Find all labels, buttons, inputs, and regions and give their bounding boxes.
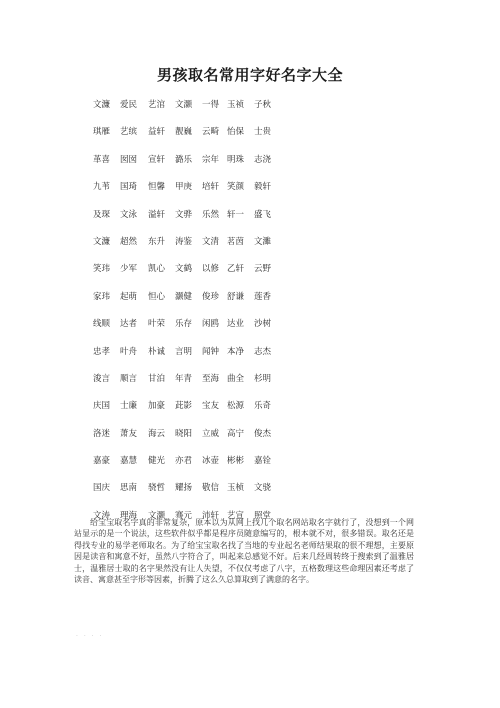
- name-cell: 起萌: [120, 291, 138, 302]
- name-cell: 理海: [120, 510, 138, 521]
- name-cell: 杉明: [254, 373, 272, 384]
- name-cell: 照堂: [254, 510, 272, 521]
- name-cell: 叶舟: [120, 346, 138, 357]
- name-cell: 茗茵: [227, 236, 245, 247]
- name-cell: 耀扬: [175, 483, 193, 494]
- name-cell: 庆国: [93, 401, 111, 412]
- name-cell: 亦君: [175, 456, 193, 467]
- name-cell: 沛轩: [202, 510, 220, 521]
- name-cell: 俊珍: [202, 291, 220, 302]
- name-cell: 俊杰: [254, 428, 272, 439]
- name-cell: 曲全: [227, 373, 245, 384]
- name-cell: 毅轩: [254, 182, 272, 193]
- name-cell: 立威: [202, 428, 220, 439]
- name-grid: [93, 100, 423, 538]
- name-cell: 文鹤: [175, 264, 193, 275]
- name-cell: 叶荣: [148, 319, 166, 330]
- name-row: [93, 100, 423, 127]
- name-cell: 至海: [202, 373, 220, 384]
- name-cell: 爱民: [120, 100, 138, 110]
- name-cell: 宝友: [202, 401, 220, 412]
- name-cell: 及琛: [93, 209, 111, 220]
- name-cell: 嘉慧: [120, 456, 138, 467]
- name-cell: 乐然: [202, 209, 220, 220]
- name-cell: 靓巍: [175, 127, 193, 138]
- name-cell: 顺言: [120, 373, 138, 384]
- name-row: [93, 347, 423, 374]
- name-cell: 一得: [202, 100, 220, 110]
- name-row: [93, 319, 423, 346]
- page-title: 男孩取名常用字好名字大全: [156, 66, 343, 84]
- name-cell: 文骁: [254, 483, 272, 494]
- name-cell: 思南: [120, 483, 138, 494]
- name-cell: 革喜: [93, 154, 111, 165]
- name-cell: 潞乐: [175, 154, 193, 165]
- name-cell: 轩一: [227, 209, 245, 220]
- name-row: [93, 483, 423, 510]
- name-cell: 艺宣: [227, 510, 245, 521]
- name-cell: 艺缤: [120, 127, 138, 138]
- name-cell: 文灏: [148, 510, 166, 521]
- name-cell: 本净: [227, 346, 245, 357]
- name-cell: 九苇: [93, 182, 111, 193]
- name-cell: 志浇: [254, 154, 272, 165]
- name-cell: 茈影: [175, 401, 193, 412]
- name-cell: 怛馨: [148, 182, 166, 193]
- name-cell: 冰壶: [202, 456, 220, 467]
- name-row: [93, 429, 423, 456]
- name-cell: 盛飞: [254, 209, 272, 220]
- name-cell: 文泳: [120, 209, 138, 220]
- name-cell: 玉桢: [227, 483, 245, 494]
- name-cell: 文濂: [93, 100, 111, 110]
- name-cell: 文涛: [93, 510, 111, 521]
- name-row: [93, 401, 423, 428]
- name-row: [93, 237, 423, 264]
- name-cell: 家玮: [93, 291, 111, 302]
- name-cell: 朴诚: [148, 346, 166, 357]
- name-cell: 闲鸥: [202, 319, 220, 330]
- name-cell: 涛鉴: [175, 236, 193, 247]
- name-cell: 浚言: [93, 373, 111, 384]
- name-cell: 加豪: [148, 401, 166, 412]
- name-cell: 忠孝: [93, 346, 111, 357]
- name-cell: 乐存: [175, 319, 193, 330]
- name-cell: 玉祯: [227, 100, 245, 110]
- name-cell: 晓阳: [175, 428, 193, 439]
- name-row: [93, 456, 423, 483]
- name-cell: 灏健: [175, 291, 193, 302]
- name-cell: 言明: [175, 346, 193, 357]
- name-cell: 琪雁: [93, 127, 111, 138]
- name-cell: 怛心: [148, 291, 166, 302]
- name-cell: 文濂: [93, 236, 111, 247]
- name-cell: 莲香: [254, 291, 272, 302]
- name-cell: 高宁: [227, 428, 245, 439]
- name-cell: 子秋: [254, 100, 272, 110]
- name-cell: 囡囡: [120, 154, 138, 165]
- name-cell: 超然: [120, 236, 138, 247]
- name-cell: 达者: [120, 319, 138, 330]
- name-cell: 嘉豪: [93, 456, 111, 467]
- name-row: [93, 127, 423, 154]
- name-cell: 文灏: [175, 100, 193, 110]
- name-row: [93, 182, 423, 209]
- name-cell: 文骅: [175, 209, 193, 220]
- name-cell: 甲庚: [175, 182, 193, 193]
- name-row: [93, 292, 423, 319]
- name-cell: 国庆: [93, 483, 111, 494]
- name-row: [93, 264, 423, 291]
- name-cell: 嘉铨: [254, 456, 272, 467]
- name-cell: 达业: [227, 319, 245, 330]
- name-cell: 闻钟: [202, 346, 220, 357]
- name-cell: 线顺: [93, 319, 111, 330]
- name-cell: 舒谦: [227, 291, 245, 302]
- name-cell: 培轩: [202, 182, 220, 193]
- name-cell: 士廉: [120, 401, 138, 412]
- name-cell: 云畸: [202, 127, 220, 138]
- name-row: [93, 155, 423, 182]
- name-cell: 溢轩: [148, 209, 166, 220]
- name-cell: 萧友: [120, 428, 138, 439]
- name-cell: 敬信: [202, 483, 220, 494]
- name-cell: 骁哲: [148, 483, 166, 494]
- name-cell: 怡保: [227, 127, 245, 138]
- name-cell: 年青: [175, 373, 193, 384]
- name-cell: 健光: [148, 456, 166, 467]
- name-cell: 志杰: [254, 346, 272, 357]
- name-cell: 骞元: [175, 510, 193, 521]
- name-cell: 士贵: [254, 127, 272, 138]
- name-cell: 文濉: [254, 236, 272, 247]
- name-cell: 宗年: [202, 154, 220, 165]
- name-cell: 云野: [254, 264, 272, 275]
- name-cell: 益轩: [148, 127, 166, 138]
- name-row: [93, 210, 423, 237]
- name-cell: 少军: [120, 264, 138, 275]
- name-cell: 甘泊: [148, 373, 166, 384]
- name-cell: 艺涫: [148, 100, 166, 110]
- name-cell: 洛迷: [93, 428, 111, 439]
- name-cell: 以修: [202, 264, 220, 275]
- name-cell: 国琦: [120, 182, 138, 193]
- name-cell: 笑玮: [93, 264, 111, 275]
- name-cell: 海云: [148, 428, 166, 439]
- name-cell: 东升: [148, 236, 166, 247]
- name-cell: 松源: [227, 401, 245, 412]
- name-cell: 乐奇: [254, 401, 272, 412]
- name-cell: 宣轩: [148, 154, 166, 165]
- intro-paragraph: 给宝宝取名字真的非常复杂，原本以为从网上找几个取名网站取名字就行了，没想到一个网站显示的是一个说法，这些软件似乎都是程序员随意编写的，根本就不对，很多错误。取名还是得找专业的易学老师取名。为了给宝宝取名找了当地的专业起名老师结果取的很不理想，主要原因是读音和寓意不好，虽然八字符合了，叫起来总感觉不好。后来几经周转终于搜索到了温雅居士，温雅居士取的名字果然没有让人失望，不仅仅考虑了八字，五格数理这些命理因素还考虑了读音、寓意甚至字形等因素，折腾了这么久总算取到了满意的名字。: [74, 518, 414, 585]
- name-cell: 明珠: [227, 154, 245, 165]
- footer-mark: · · · ·: [76, 633, 104, 640]
- name-cell: 乙轩: [227, 264, 245, 275]
- name-row: [93, 374, 423, 401]
- name-cell: 笑颜: [227, 182, 245, 193]
- name-cell: 沙树: [254, 319, 272, 330]
- name-cell: 文清: [202, 236, 220, 247]
- name-cell: 彬彬: [227, 456, 245, 467]
- name-cell: 凯心: [148, 264, 166, 275]
